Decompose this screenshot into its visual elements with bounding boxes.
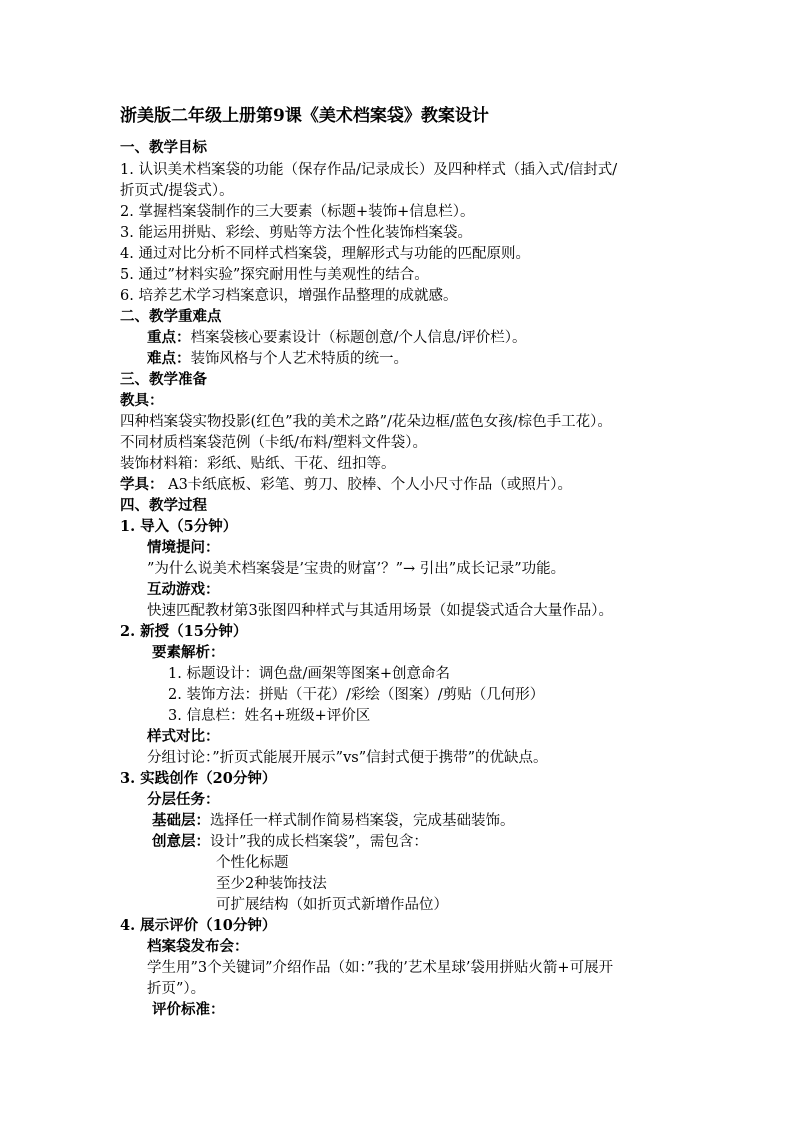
basic-level-line [152,811,515,831]
difficulty-label: 难点： [147,350,191,367]
teacher-material-line: 四种档案袋实物投影(红色”我的美术之路”/花朵边框/蓝色女孩/棕色手工花）。 [120,414,612,430]
creative-requirement: 可扩展结构（如折页式新增作品位） [216,897,448,913]
key-point-label: 重点： [147,329,191,346]
student-materials-line [120,475,572,495]
creative-level-line [152,832,428,852]
elements-label: 要素解析： [152,644,225,661]
intro-question-text: ”为什么说美术档案袋是’宝贵的财富’？”→ 引出”成长记录”功能。 [147,561,566,577]
objective-line: 6. 培养艺术学习档案意识，增强作品整理的成就感。 [120,288,458,304]
document-title: 浙美版二年级上册第9课《美术档案袋》教案设计 [120,106,489,126]
teacher-material-line: 装饰材料箱：彩纸、贴纸、干花、纽扣等。 [120,456,396,472]
step-heading-showcase: 4. 展示评价（10分钟） [120,917,277,934]
criteria-label: 评价标准： [152,1001,225,1018]
creative-level-text: 设计”我的成长档案袋”，需包含： [210,834,428,850]
basic-level-label: 基础层： [152,812,210,829]
step-heading-practice: 3. 实践创作（20分钟） [120,770,277,787]
section-heading-process: 四、教学过程 [120,497,207,514]
style-compare-text: 分组讨论：”折页式能展开展示”vs”信封式便于携带”的优缺点。 [147,750,548,766]
step-heading-intro: 1. 导入（5分钟） [120,518,238,535]
intro-question-label: 情境提问： [147,539,220,556]
creative-level-label: 创意层： [152,833,210,850]
key-point-line [147,328,527,348]
objective-line: 折页式/提袋式）。 [120,183,234,199]
difficulty-text: 装饰风格与个人艺术特质的统一。 [190,351,408,367]
release-text-line: 折页”）。 [147,981,206,997]
key-point-text: 档案袋核心要素设计（标题创意/个人信息/评价栏）。 [190,330,527,346]
section-heading-key-points: 二、教学重难点 [120,308,222,325]
section-heading-preparation: 三、教学准备 [120,371,207,388]
intro-game-label: 互动游戏： [147,581,220,598]
intro-game-text: 快速匹配教材第3张图四种样式与其适用场景（如提袋式适合大量作品）。 [147,603,613,619]
step-heading-new-lesson: 2. 新授（15分钟） [120,623,248,640]
layered-task-label: 分层任务： [147,791,220,808]
creative-requirement: 至少2种装饰技法 [216,876,327,892]
objective-line: 1. 认识美术档案袋的功能（保存作品/记录成长）及四种样式（插入式/信封式/ [120,162,618,178]
release-label: 档案袋发布会： [147,938,249,955]
element-item: 2. 装饰方法：拼贴（干花）/彩绘（图案）/剪贴（几何形） [168,687,545,703]
student-materials-text: A3卡纸底板、彩笔、剪刀、胶棒、个人小尺寸作品（或照片）。 [163,477,573,493]
element-item: 3. 信息栏：姓名+班级+评价区 [168,708,371,724]
element-item: 1. 标题设计：调色盘/画架等图案+创意命名 [168,666,450,682]
difficulty-line [147,349,408,369]
objective-line: 4. 通过对比分析不同样式档案袋，理解形式与功能的匹配原则。 [120,246,530,262]
release-text-line: 学生用”3个关键词”介绍作品（如：”我的’艺术星球’袋用拼贴火箭+可展开 [147,960,614,976]
section-heading-objectives: 一、教学目标 [120,139,207,156]
basic-level-text: 选择任一样式制作简易档案袋，完成基础装饰。 [210,813,515,829]
style-compare-label: 样式对比： [147,728,220,745]
objective-line: 3. 能运用拼贴、彩绘、剪贴等方法个性化装饰档案袋。 [120,225,472,241]
objective-line: 2. 掌握档案袋制作的三大要素（标题+装饰+信息栏）。 [120,204,475,220]
teacher-material-line: 不同材质档案袋范例（卡纸/布料/塑料文件袋）。 [120,435,428,451]
creative-requirement: 个性化标题 [216,855,289,871]
teacher-materials-label: 教具： [120,392,164,409]
objective-line: 5. 通过”材料实验”探究耐用性与美观性的结合。 [120,267,429,283]
student-materials-label: 学具： [120,476,164,493]
